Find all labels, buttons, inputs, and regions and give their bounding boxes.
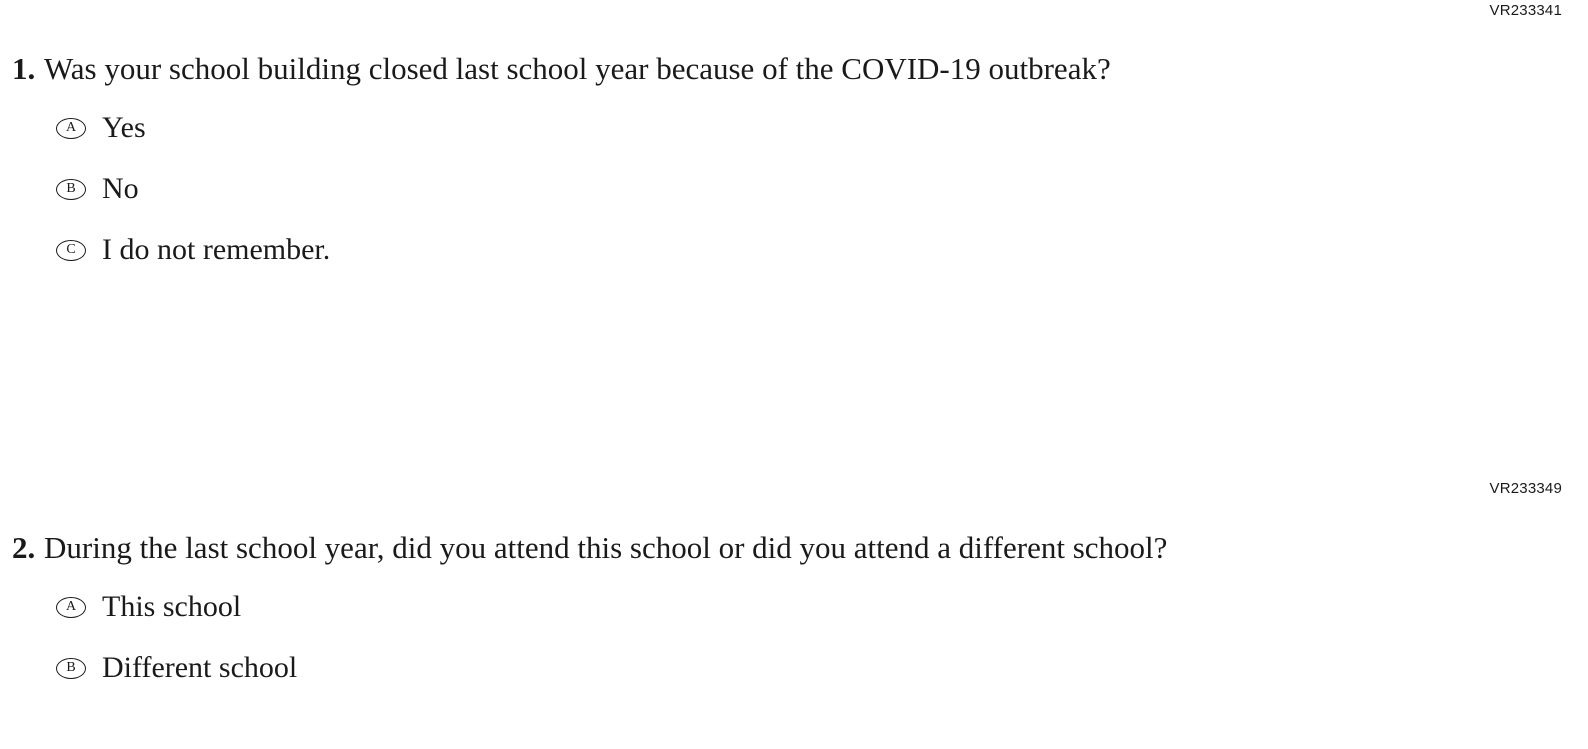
answer-bubble-icon[interactable]: B: [56, 179, 86, 200]
question-2-row: [0, 527, 1440, 568]
option-2-b[interactable]: [56, 647, 1440, 689]
question-1-number: 1.: [12, 51, 36, 86]
item-code-question-1: VR233341: [1489, 2, 1562, 19]
answer-bubble-icon[interactable]: A: [56, 597, 86, 618]
answer-bubble-icon[interactable]: B: [56, 658, 86, 679]
option-1-b-label: No: [102, 172, 139, 205]
option-1-a[interactable]: [56, 107, 1440, 149]
option-2-a-label: This school: [102, 590, 242, 623]
question-block-2: [0, 527, 1440, 708]
option-2-b-label: Different school: [102, 651, 298, 684]
option-1-c-label: I do not remember.: [102, 233, 331, 266]
question-1-row: [0, 48, 1440, 89]
answer-bubble-icon[interactable]: C: [56, 240, 86, 261]
item-code-question-2: VR233349: [1489, 480, 1562, 497]
option-2-a[interactable]: [56, 586, 1440, 628]
option-1-b[interactable]: [56, 168, 1440, 210]
question-1-options: [0, 107, 1440, 271]
option-1-a-label: Yes: [102, 111, 146, 144]
question-2-options: [0, 586, 1440, 689]
question-2-number: 2.: [12, 530, 36, 565]
answer-bubble-icon[interactable]: A: [56, 118, 86, 139]
question-2-text: During the last school year, did you attend this school or did you attend a different school?: [44, 530, 1168, 565]
question-block-1: [0, 48, 1440, 290]
option-1-c[interactable]: [56, 229, 1440, 271]
question-1-text: Was your school building closed last school year because of the COVID-19 outbreak?: [44, 51, 1111, 86]
